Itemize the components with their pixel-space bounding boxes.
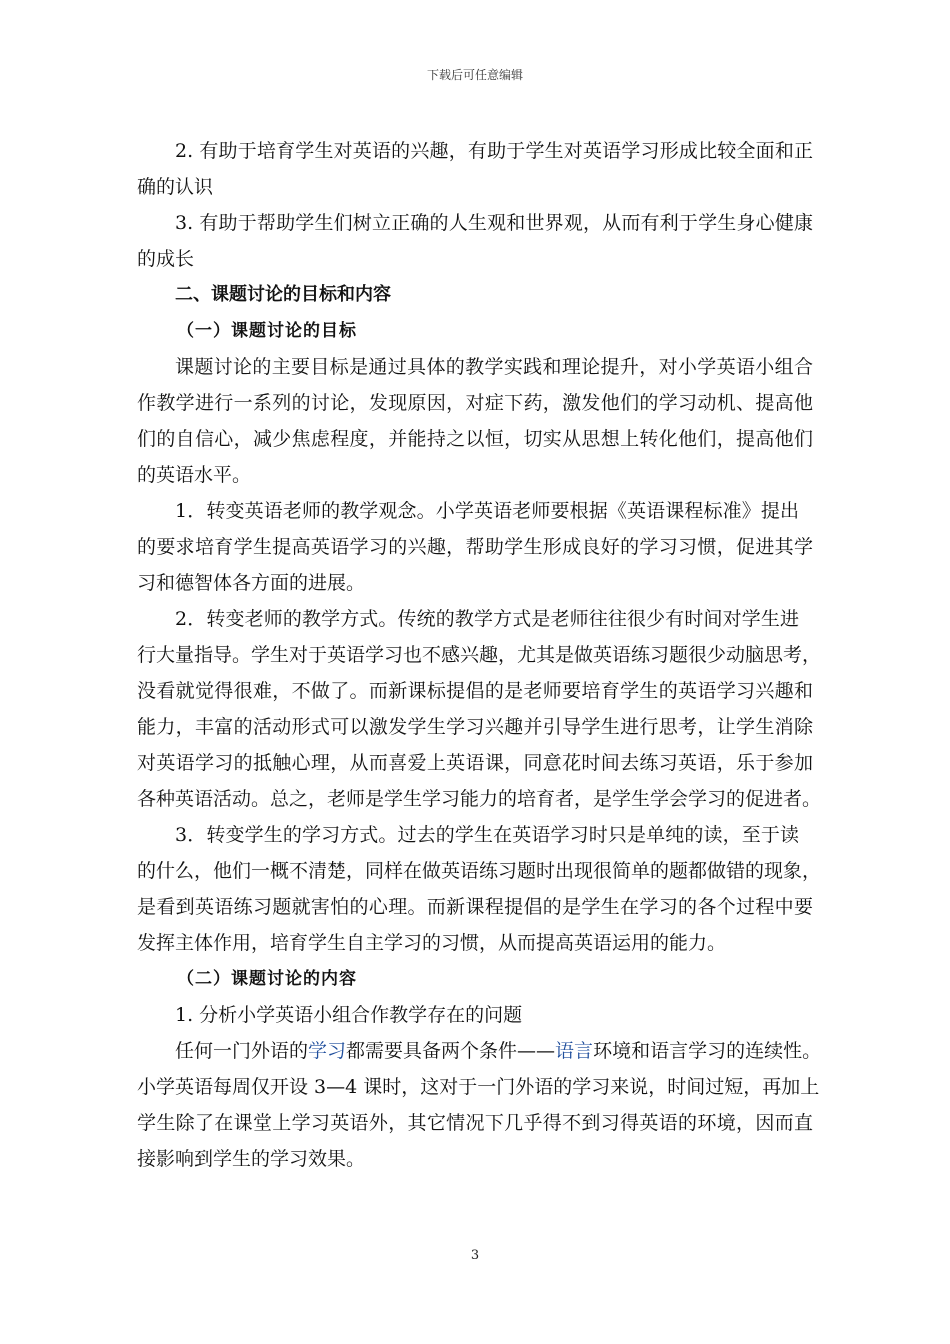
paragraph-line: 的要求培育学生提高英语学习的兴趣，帮助学生形成良好的学习习惯，促进其学: [137, 536, 813, 558]
paragraph-line: 们的自信心，减少焦虑程度，并能持之以恒，切实从思想上转化他们，提高他们: [137, 428, 813, 450]
paragraph-line: 行大量指导。学生对于英语学习也不感兴趣，尤其是做英语练习题很少动脑思考，: [137, 644, 822, 666]
page-number: 3: [470, 1248, 480, 1263]
text-segment: 都需要具备两个条件——: [346, 1040, 556, 1062]
paragraph-line: 对英语学习的抵触心理，从而喜爱上英语课，同意花时间去练习英语，乐于参加: [137, 752, 813, 774]
paragraph-line: 习和德智体各方面的进展。: [137, 572, 366, 594]
paragraph-line: 是看到英语练习题就害怕的心理。而新课程提倡的是学生在学习的各个过程中要: [137, 896, 813, 918]
paragraph-line: 1．转变英语老师的教学观念。小学英语老师要根据《英语课程标准》提出: [175, 500, 799, 522]
document-body: [137, 133, 822, 1177]
paragraph-line: 的什么，他们一概不清楚，同样在做英语练习题时出现很简单的题都做错的现象，: [137, 860, 822, 882]
paragraph-line: 各种英语活动。总之，老师是学生学习能力的培育者，是学生学会学习的促进者。: [137, 788, 822, 810]
paragraph-line: 没看就觉得很难，不做了。而新课标提倡的是老师要培育学生的英语学习兴趣和: [137, 680, 813, 702]
paragraph-line: 作教学进行一系列的讨论，发现原因，对症下药，激发他们的学习动机、提高他: [137, 392, 813, 414]
subsection-heading: （二）课题讨论的内容: [177, 969, 357, 989]
list-item: 1. 分析小学英语小组合作教学存在的问题: [175, 1004, 523, 1026]
text-segment: 任何一门外语的: [175, 1040, 309, 1062]
paragraph-line: 2．转变老师的教学方式。传统的教学方式是老师往往很少有时间对学生进: [175, 608, 799, 630]
paragraph-line: 3．转变学生的学习方式。过去的学生在英语学习时只是单纯的读，至于读: [175, 824, 799, 846]
text-segment: 环境和语言学习的连续性。: [593, 1040, 822, 1062]
paragraph-line: 发挥主体作用，培育学生自主学习的习惯，从而提高英语运用的能力。: [137, 932, 727, 954]
link-language[interactable]: 语言: [555, 1040, 594, 1062]
subsection-heading: （一）课题讨论的目标: [177, 321, 357, 341]
paragraph-line: 能力，丰富的活动形式可以激发学生学习兴趣并引导学生进行思考，让学生消除: [137, 716, 813, 738]
link-learning[interactable]: 学习: [308, 1040, 347, 1062]
paragraph-line: 学生除了在课堂上学习英语外，其它情况下几乎得不到习得英语的环境，因而直: [137, 1112, 813, 1134]
page-header: 下载后可任意编辑: [426, 68, 523, 82]
paragraph-line: 课题讨论的主要目标是通过具体的教学实践和理论提升，对小学英语小组合: [175, 356, 813, 378]
paragraph-line: 的成长: [137, 248, 195, 270]
paragraph-line: 的英语水平。: [137, 464, 252, 486]
paragraph-line: [137, 1033, 822, 1069]
paragraph-line: 小学英语每周仅开设 3—4 课时，这对于一门外语的学习来说，时间过短，再加上: [137, 1076, 820, 1098]
section-heading: 二、课题讨论的目标和内容: [175, 284, 391, 305]
paragraph-line: 确的认识: [137, 176, 214, 198]
paragraph-line: 接影响到学生的学习效果。: [137, 1148, 366, 1170]
paragraph-line: 3. 有助于帮助学生们树立正确的人生观和世界观，从而有利于学生身心健康: [175, 212, 813, 234]
paragraph-line: 2. 有助于培育学生对英语的兴趣，有助于学生对英语学习形成比较全面和正: [175, 140, 813, 162]
